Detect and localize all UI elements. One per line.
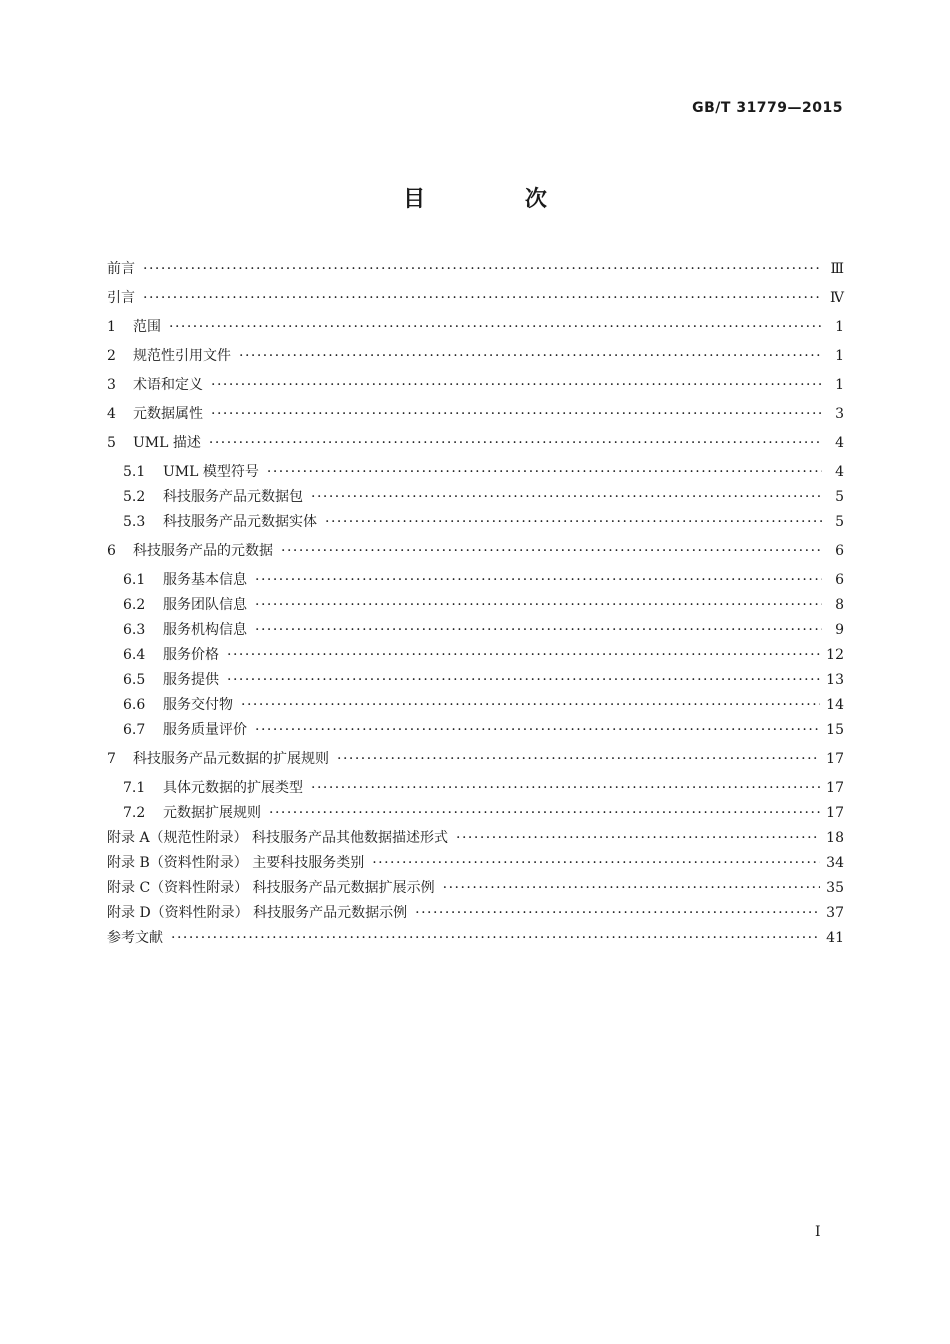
- toc-leader-dots: [311, 489, 822, 505]
- toc-entry-number: 4: [107, 406, 116, 422]
- toc-entry-label: 附录 D（资料性附录） 科技服务产品元数据示例: [107, 905, 408, 921]
- toc-entry-page: 17: [826, 805, 844, 821]
- toc-entry-label: 科技服务产品元数据包: [163, 489, 303, 505]
- page-number: Ⅰ: [815, 1224, 821, 1240]
- toc-entry-page: 6: [835, 572, 844, 588]
- toc-entry-page: 18: [826, 830, 844, 846]
- toc-entry-page: 13: [826, 672, 844, 688]
- toc-leader-dots: [227, 672, 820, 688]
- toc-entry-page: 17: [826, 780, 844, 796]
- standard-number: GB/T 31779—2015: [692, 100, 843, 116]
- toc-entry-number: 1: [107, 319, 116, 335]
- toc-entry-page: 17: [826, 751, 844, 767]
- toc-entry[interactable]: [107, 316, 844, 345]
- toc-entry[interactable]: [107, 461, 844, 486]
- toc-entry[interactable]: [107, 374, 844, 403]
- toc-entry[interactable]: [107, 748, 844, 777]
- toc-entry-page: 3: [835, 406, 844, 422]
- toc-entry-page: 12: [826, 647, 844, 663]
- toc-entry-number: 6.7: [123, 722, 146, 738]
- toc-leader-dots: [211, 377, 822, 393]
- toc-leader-dots: [415, 905, 820, 921]
- toc-entry-label: 科技服务产品元数据的扩展规则: [133, 751, 329, 767]
- toc-leader-dots: [255, 572, 822, 588]
- toc-entry-number: 7.2: [123, 805, 146, 821]
- toc-entry-page: 8: [835, 597, 844, 613]
- toc-entry-number: 6: [107, 543, 116, 559]
- toc-entry[interactable]: [107, 619, 844, 644]
- toc-entry[interactable]: [107, 694, 844, 719]
- toc-leader-dots: [281, 543, 822, 559]
- toc-entry-number: 6.2: [123, 597, 146, 613]
- toc-leader-dots: [443, 880, 821, 896]
- toc-entry-number: 2: [107, 348, 116, 364]
- toc-entry-page: 41: [826, 930, 844, 946]
- toc-entry-page: 1: [835, 377, 844, 393]
- toc-entry[interactable]: [107, 511, 844, 540]
- toc-leader-dots: [255, 597, 822, 613]
- toc-entry-label: UML 模型符号: [163, 464, 259, 480]
- toc-entry-label: 元数据属性: [133, 406, 203, 422]
- toc-entry-page: 1: [835, 348, 844, 364]
- toc-entry-label: 术语和定义: [133, 377, 203, 393]
- toc-entry-label: 服务机构信息: [163, 622, 247, 638]
- toc-entry-page: 5: [835, 514, 844, 530]
- toc-entry-number: 6.6: [123, 697, 146, 713]
- toc-entry-number: 6.3: [123, 622, 146, 638]
- toc-entry-label: 服务交付物: [163, 697, 233, 713]
- toc-leader-dots: [143, 290, 822, 306]
- toc-leader-dots: [171, 930, 820, 946]
- toc-entry-label: 规范性引用文件: [133, 348, 231, 364]
- toc-entry-label: 科技服务产品元数据实体: [163, 514, 317, 530]
- toc-entry-label: 附录 A（规范性附录） 科技服务产品其他数据描述形式: [107, 830, 449, 846]
- toc-leader-dots: [311, 780, 820, 796]
- toc-entry[interactable]: [107, 345, 844, 374]
- toc-entry[interactable]: [107, 432, 844, 461]
- toc-entry-page: 4: [835, 464, 844, 480]
- toc-entry-number: 6.4: [123, 647, 146, 663]
- toc-leader-dots: [211, 406, 822, 422]
- toc-leader-dots: [239, 348, 822, 364]
- toc-entry-number: 6.1: [123, 572, 146, 588]
- toc-entry[interactable]: [107, 540, 844, 569]
- toc-entry[interactable]: [107, 594, 844, 619]
- toc-entry[interactable]: [107, 802, 844, 827]
- toc-entry-page: 37: [826, 905, 844, 921]
- toc-entry-page: Ⅲ: [830, 261, 844, 277]
- toc-entry-page: 1: [835, 319, 844, 335]
- toc-entry[interactable]: [107, 852, 844, 877]
- toc-leader-dots: [337, 751, 820, 767]
- toc-leader-dots: [456, 830, 820, 846]
- toc-entry-label: 服务价格: [163, 647, 219, 663]
- toc-leader-dots: [269, 805, 820, 821]
- table-of-contents: [107, 258, 844, 952]
- toc-leader-dots: [255, 622, 822, 638]
- toc-entry-number: 3: [107, 377, 116, 393]
- toc-entry-label: UML 描述: [133, 435, 201, 451]
- toc-entry-number: 7: [107, 751, 116, 767]
- toc-entry-label: 附录 B（资料性附录） 主要科技服务类别: [107, 855, 365, 871]
- toc-leader-dots: [255, 722, 820, 738]
- toc-entry-page: Ⅳ: [830, 290, 844, 306]
- toc-entry-page: 34: [826, 855, 844, 871]
- toc-entry-label: 科技服务产品的元数据: [133, 543, 273, 559]
- toc-entry[interactable]: [107, 927, 844, 952]
- toc-entry-label: 服务团队信息: [163, 597, 247, 613]
- toc-entry[interactable]: [107, 877, 844, 902]
- toc-leader-dots: [169, 319, 822, 335]
- page-title: 目 次: [403, 187, 593, 212]
- toc-leader-dots: [209, 435, 822, 451]
- toc-leader-dots: [372, 855, 820, 871]
- toc-entry[interactable]: [107, 777, 844, 802]
- toc-entry[interactable]: [107, 403, 844, 432]
- toc-entry-page: 35: [826, 880, 844, 896]
- toc-leader-dots: [227, 647, 820, 663]
- toc-entry-label: 参考文献: [107, 930, 163, 946]
- toc-entry-page: 15: [826, 722, 844, 738]
- toc-entry-number: 5.1: [123, 464, 146, 480]
- toc-entry-label: 具体元数据的扩展类型: [163, 780, 303, 796]
- toc-entry-page: 9: [835, 622, 844, 638]
- toc-leader-dots: [325, 514, 822, 530]
- toc-entry[interactable]: [107, 902, 844, 927]
- toc-entry[interactable]: [107, 569, 844, 594]
- toc-entry-page: 4: [835, 435, 844, 451]
- toc-entry-number: 5: [107, 435, 116, 451]
- toc-entry-label: 前言: [107, 261, 135, 277]
- toc-entry-number: 5.3: [123, 514, 146, 530]
- toc-entry-label: 附录 C（资料性附录） 科技服务产品元数据扩展示例: [107, 880, 435, 896]
- toc-entry-label: 服务提供: [163, 672, 219, 688]
- toc-entry[interactable]: [107, 644, 844, 669]
- toc-entry[interactable]: [107, 486, 844, 511]
- toc-entry-label: 服务质量评价: [163, 722, 247, 738]
- toc-entry-number: 7.1: [123, 780, 146, 796]
- toc-entry-label: 范围: [133, 319, 161, 335]
- toc-leader-dots: [267, 464, 822, 480]
- toc-leader-dots: [143, 261, 822, 277]
- toc-entry-page: 6: [835, 543, 844, 559]
- toc-entry[interactable]: [107, 258, 844, 287]
- toc-entry-label: 引言: [107, 290, 135, 306]
- toc-entry[interactable]: [107, 287, 844, 316]
- toc-entry-number: 6.5: [123, 672, 146, 688]
- toc-entry-page: 5: [835, 489, 844, 505]
- toc-entry-label: 元数据扩展规则: [163, 805, 261, 821]
- toc-entry-page: 14: [826, 697, 844, 713]
- toc-entry-number: 5.2: [123, 489, 146, 505]
- toc-entry[interactable]: [107, 827, 844, 852]
- toc-entry[interactable]: [107, 719, 844, 748]
- toc-leader-dots: [241, 697, 820, 713]
- toc-entry-label: 服务基本信息: [163, 572, 247, 588]
- toc-entry[interactable]: [107, 669, 844, 694]
